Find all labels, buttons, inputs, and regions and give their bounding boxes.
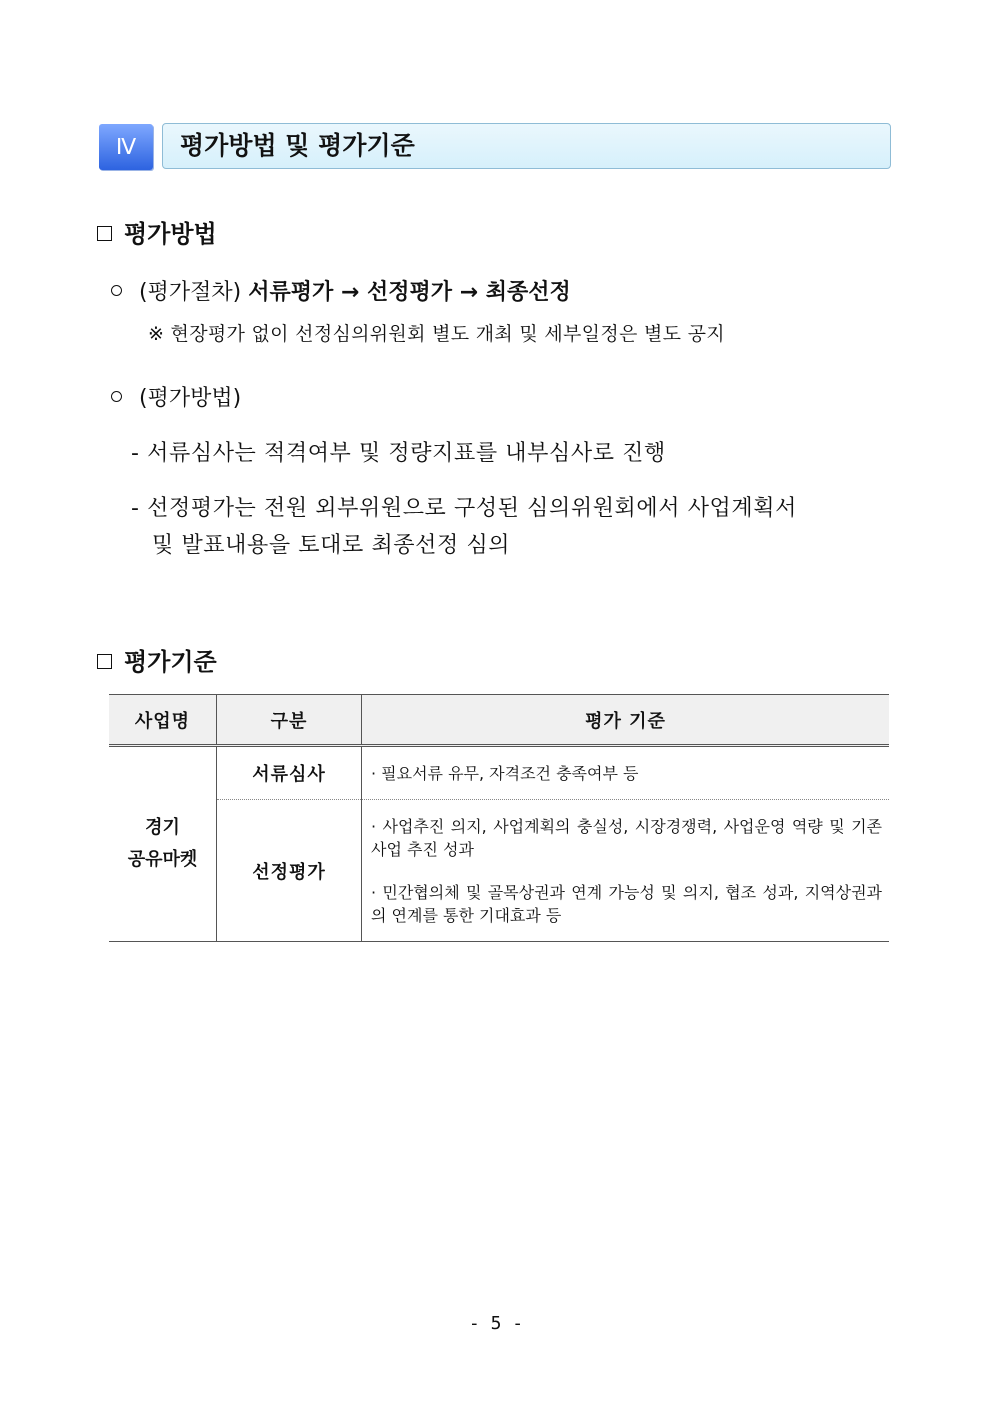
procedure-note: ※ 현장평가 없이 선정심의위원회 별도 개최 및 세부일정은 별도 공지 [148,323,725,345]
header-criteria: 평가 기준 [362,695,890,746]
method-label: (평가방법) [139,386,242,411]
procedure-label: (평가절차) [139,280,242,305]
section-number: Ⅳ [99,124,153,170]
category-cell: 서류심사 [217,746,362,800]
category-cell: 선정평가 [217,800,362,942]
square-bullet-icon [97,226,112,241]
criteria-item: · 필요서류 유무, 자격조건 충족여부 등 [371,763,639,783]
project-name-line-1: 경기 [145,817,180,838]
project-name-cell [109,746,217,942]
table-row [109,800,889,942]
method-dash-2-line-2: 및 발표내용을 토대로 최종선정 심의 [152,533,511,558]
header-project: 사업명 [109,695,217,746]
circle-bullet-icon [111,285,122,296]
page-number: - 5 - [468,1313,524,1334]
procedure-steps: 서류평가 → 선정평가 → 최종선정 [248,280,571,305]
method-line [111,384,241,414]
criteria-item: · 민간협의체 및 골목상권과 연계 가능성 및 의지, 협조 성과, 지역상권과의 연계를 통한 기대효과 등 [371,882,882,925]
criteria-item: · 사업추진 의지, 사업계획의 충실성, 시장경쟁력, 사업운영 역량 및 기존 사업 추진 성과 [371,816,882,859]
square-bullet-icon [97,654,112,669]
criteria-table [109,694,889,942]
method-dash-2-line-1: - 선정평가는 전원 외부위원으로 구성된 심의위원회에서 사업계획서 [131,496,797,521]
criteria-heading: 평가기준 [97,647,217,677]
criteria-cell [362,800,890,942]
header-category: 구분 [217,695,362,746]
project-name-line-2: 공유마켓 [127,849,198,870]
table-header-row [109,695,889,746]
section-title: 평가방법 및 평가기준 [180,131,415,160]
criteria-cell [362,746,890,800]
table-row [109,746,889,800]
method-dash-1: - 서류심사는 적격여부 및 정량지표를 내부심사로 진행 [131,441,666,466]
method-heading: 평가방법 [97,219,217,249]
circle-bullet-icon [111,391,122,402]
procedure-line [111,278,571,308]
